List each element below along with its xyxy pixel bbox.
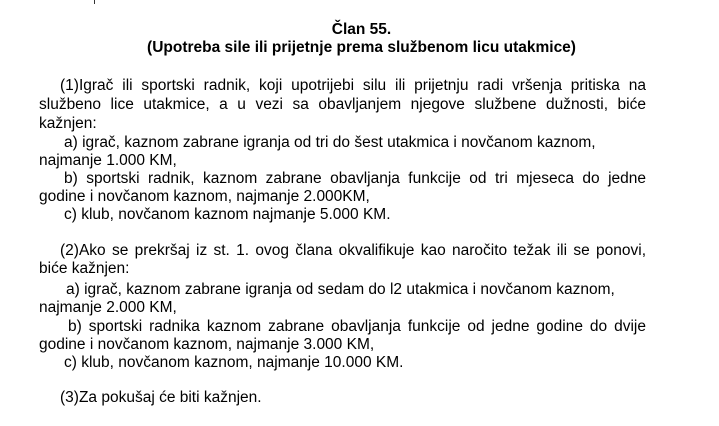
article-heading: (Upotreba sile ili prijetnje prema službenom licu utakmice) <box>147 39 576 56</box>
paragraph-3-line-1: (3)Za pokušaj će biti kažnjen. <box>60 389 262 406</box>
paragraph-1-item-b: b) sportski radnik, kaznom zabrane obavljanja funkcije od tri mjeseca do jedne <box>64 170 646 187</box>
paragraph-1-line-1: (1)Igrač ili sportski radnik, koji upotrijebi silu ili prijetnju radi vršenja pritiska na <box>60 77 646 94</box>
paragraph-2-line-1: (2)Ako se prekršaj iz st. 1. ovog člana okvalifikuje kao naročito težak ili se ponovi, <box>60 242 646 259</box>
paragraph-1-item-a-cont: najmanje 1.000 KM, <box>39 152 177 169</box>
paragraph-2-item-b: b) sportski radnika kaznom zabrane obavljanja funkcije od jedne godine do dvije <box>68 318 646 335</box>
paragraph-1-line-3: kažnjen: <box>39 115 97 132</box>
paragraph-2-item-b-cont: godine i novčanom kaznom, najmanje 3.000 KM, <box>39 336 375 353</box>
paragraph-2-item-a: a) igrač, kaznom zabrane igranja od sedam do l2 utakmica i novčanom kaznom, <box>66 281 615 298</box>
paragraph-1-item-c: c) klub, novčanom kaznom najmanje 5.000 KM. <box>64 206 391 223</box>
paragraph-2-item-c: c) klub, novčanom kaznom, najmanje 10.000 KM. <box>64 354 404 371</box>
page-edge-mark <box>94 0 95 4</box>
paragraph-2-line-2: biće kažnjen: <box>39 260 130 277</box>
paragraph-1-line-2: službeno lice utakmice, a u vezi sa obavljanjem njegove službene dužnosti, biće <box>39 96 646 113</box>
paragraph-1-item-a: a) igrač, kaznom zabrane igranja od tri do šest utakmica i novčanom kaznom, <box>64 134 596 151</box>
paragraph-1-item-b-cont: godine i novčanom kaznom, najmanje 2.000KM, <box>39 188 370 205</box>
article-number: Član 55. <box>331 21 392 38</box>
paragraph-2-item-a-cont: najmanje 2.000 KM, <box>39 299 177 316</box>
